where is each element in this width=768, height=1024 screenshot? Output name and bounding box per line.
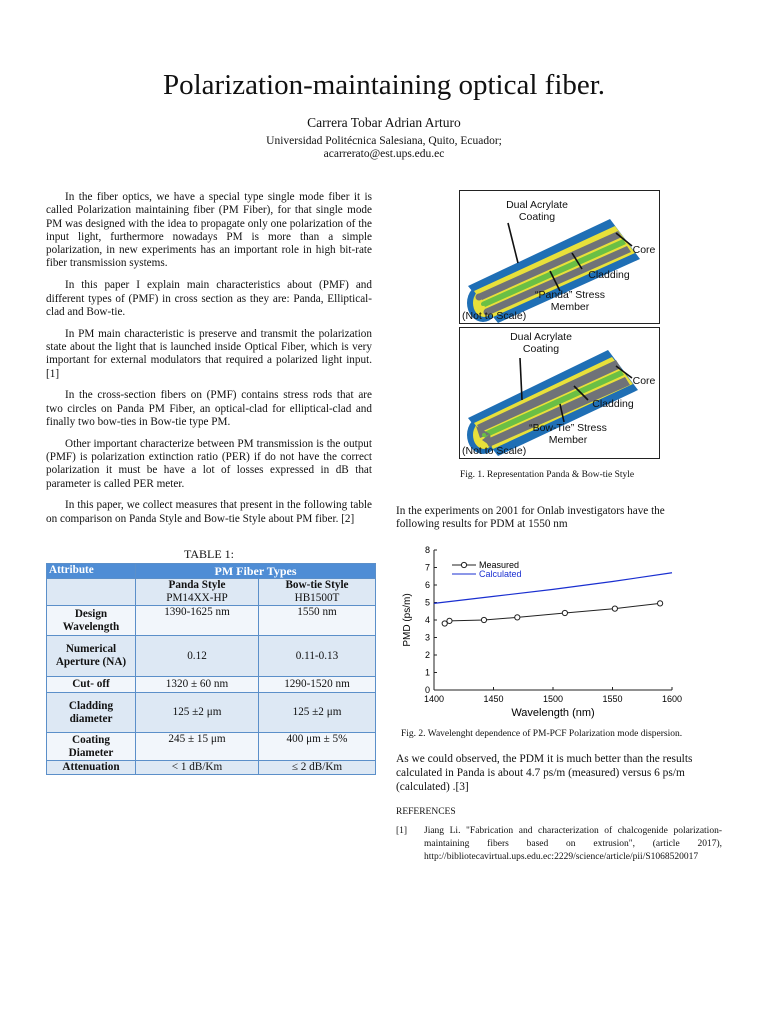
paragraph: In the cross-section fibers on (PMF) contains stress rods that are two circles on Panda PM Fiber, an optical-clad for elliptical-clad and finally two bow-ties in Bow-tie type PM. bbox=[46, 389, 372, 428]
right-paragraph-1: In the experiments on 2001 for Onlab investigators have the following results for PDM at 1550 nm bbox=[396, 505, 665, 531]
measured-point bbox=[658, 601, 663, 606]
measured-point bbox=[515, 615, 520, 620]
panda-value: 125 ±2 μm bbox=[136, 693, 259, 733]
bowtie-value: 125 ±2 μm bbox=[259, 693, 376, 733]
bowtie-fiber-panel bbox=[459, 327, 660, 459]
right-paragraph-2: As we could observed, the PDM it is much better than the results calculated in Panda is about 4.7 ps/m (measured) versus 6 ps/m (calculated) .[3] bbox=[396, 753, 693, 793]
y-ticks bbox=[425, 545, 437, 695]
core-dot bbox=[482, 433, 486, 437]
legend-calculated-label: Calculated bbox=[479, 569, 522, 579]
y-tick-label: 0 bbox=[424, 685, 430, 695]
paragraph: Other important characterize between PM transmission is the output (PMF) is polarization extinction ratio (PER) if do not have the correct polarization it must be have a lot of losses expressed in dB that parameter is called PER meter. bbox=[46, 437, 372, 490]
scale-note: (Not to Scale) bbox=[462, 310, 527, 322]
y-tick-label: 6 bbox=[424, 580, 430, 590]
panda-value: 245 ± 15 μm bbox=[136, 733, 259, 761]
y-tick-label: 4 bbox=[424, 615, 430, 625]
group-header: PM Fiber Types bbox=[136, 564, 376, 579]
cladding-label: Cladding bbox=[588, 269, 630, 281]
bowtie-value: 1290-1520 nm bbox=[259, 677, 376, 693]
series-measured bbox=[442, 601, 663, 626]
stress-dot-1 bbox=[476, 294, 483, 301]
coating-label: Dual Acrylate Coating bbox=[510, 331, 572, 355]
core-label: Core bbox=[632, 244, 656, 256]
panda-fiber-panel bbox=[459, 190, 660, 324]
coating-arrow bbox=[508, 223, 518, 263]
coating-label: Dual Acrylate Coating bbox=[506, 199, 568, 223]
bowtie-column-header bbox=[259, 579, 376, 606]
table-row bbox=[47, 761, 376, 775]
bowtie-value: 0.11-0.13 bbox=[259, 636, 376, 677]
y-tick-label: 1 bbox=[424, 667, 430, 678]
y-tick-label: 5 bbox=[424, 597, 430, 608]
author-name: Carrera Tobar Adrian Arturo bbox=[307, 115, 461, 130]
panda-value: < 1 dB/Km bbox=[136, 761, 259, 775]
attribute-header: Attribute bbox=[47, 564, 136, 579]
x-tick-label: 1600 bbox=[661, 694, 683, 704]
reference-text: Jiang Li. "Fabrication and characterization of chalcogenide polarization-maintaining fibers based on extrusion", (article 2017), http://bibliotecavirtual.ups.edu.ec:2229/science/article/pii/S1068520017 bbox=[424, 826, 722, 862]
fiber-comparison-table bbox=[46, 563, 376, 775]
measured-line bbox=[445, 603, 660, 623]
row-attribute: Design Wavelength bbox=[47, 606, 136, 636]
figure-2-caption: Fig. 2. Wavelenght dependence of PM-PCF Polarization mode dispersion. bbox=[401, 729, 683, 739]
legend-measured-marker bbox=[461, 562, 466, 567]
bowtie-value: 400 μm ± 5% bbox=[259, 733, 376, 761]
panda-name: Panda Style bbox=[168, 579, 226, 591]
stress-label: “Panda” Stress Member bbox=[534, 289, 606, 313]
panda-value: 1320 ± 60 nm bbox=[136, 677, 259, 693]
affiliation-block bbox=[0, 135, 768, 161]
calculated-line bbox=[434, 573, 672, 604]
references-heading: REFERENCES bbox=[396, 807, 456, 817]
reference-number: [1] bbox=[396, 826, 408, 836]
scale-note: (Not to Scale) bbox=[462, 445, 527, 457]
row-attribute: Numerical Aperture (NA) bbox=[47, 636, 136, 677]
series-calculated bbox=[434, 573, 672, 604]
measured-point bbox=[612, 606, 617, 611]
core-label: Core bbox=[632, 375, 656, 387]
row-attribute: Attenuation bbox=[47, 761, 136, 775]
reference-item bbox=[396, 825, 722, 864]
table-caption: TABLE 1: bbox=[183, 547, 235, 561]
paragraph: In PM main characteristic is preserve and transmit the polarization state about the light that is launched inside Optical Fiber, which is very important for external modulators that required a polarized light input. [1] bbox=[46, 327, 372, 380]
panda-value: 0.12 bbox=[136, 636, 259, 677]
x-tick-label: 1450 bbox=[483, 694, 504, 704]
bowtie-value: ≤ 2 dB/Km bbox=[259, 761, 376, 775]
figure-1-caption: Fig. 1. Representation Panda & Bow-tie Style bbox=[460, 470, 635, 480]
y-tick-label: 2 bbox=[424, 650, 430, 660]
row-attribute: Cut- off bbox=[47, 677, 136, 693]
paragraph: In this paper, we collect measures that present in the following table on comparison on Panda Style and Bow-tie Style about PM fiber. [2] bbox=[46, 499, 372, 525]
y-axis-label: PMD (ps/m) bbox=[402, 593, 413, 647]
author-email: acarrerato@est.ups.edu.ec bbox=[323, 148, 445, 160]
y-tick-label: 3 bbox=[424, 632, 430, 643]
paragraph: In this paper I explain main characteristics about (PMF) and different types of (PMF) in cross section as they are: Panda, Elliptical-clad and Bow-tie. bbox=[46, 279, 372, 318]
row-attribute: Cladding diameter bbox=[47, 693, 136, 733]
cladding-label: Cladding bbox=[592, 398, 634, 410]
table-row bbox=[47, 636, 376, 677]
x-axis-label: Wavelength (nm) bbox=[511, 707, 595, 719]
y-tick-label: 7 bbox=[424, 562, 430, 573]
row-attribute: Coating Diameter bbox=[47, 733, 136, 761]
table-row bbox=[47, 677, 376, 693]
x-tick-label: 1400 bbox=[423, 694, 445, 704]
panda-value: 1390-1625 nm bbox=[136, 606, 259, 636]
x-tick-label: 1550 bbox=[602, 694, 623, 704]
table-row bbox=[47, 733, 376, 761]
table-row bbox=[47, 693, 376, 733]
core-dot bbox=[481, 302, 485, 306]
legend bbox=[452, 560, 522, 579]
bowtie-value: 1550 nm bbox=[259, 606, 376, 636]
stress-label: “Bow-Tie” Stress Member bbox=[529, 422, 607, 446]
empty-cell bbox=[47, 579, 136, 606]
bowtie-model: HB1500T bbox=[294, 592, 340, 604]
legend-measured-label: Measured bbox=[479, 560, 520, 570]
measured-point bbox=[481, 617, 486, 622]
measured-point bbox=[447, 618, 452, 623]
paragraph: In the fiber optics, we have a special type single mode fiber it is called Polarization maintaining fiber (PM Fiber), for that single mode PM was designed with the idea to propagate only one polarization of the input light, furthermore nowadays PM is more than a simple polarization, in new experiments has an important role in high bit-rate fiber transmission systems. bbox=[46, 191, 372, 270]
pmd-chart bbox=[396, 540, 696, 720]
measured-point bbox=[562, 610, 567, 615]
panda-model: PM14XX-HP bbox=[166, 592, 228, 604]
y-tick-label: 8 bbox=[424, 545, 430, 555]
panda-column-header bbox=[136, 579, 259, 606]
paper-title: Polarization-maintaining optical fiber. bbox=[162, 69, 606, 101]
bowtie-name: Bow-tie Style bbox=[285, 579, 349, 591]
table-row bbox=[47, 606, 376, 636]
affiliation: Universidad Politécnica Salesiana, Quito, Ecuador; bbox=[266, 135, 502, 147]
left-column-body bbox=[46, 191, 372, 535]
x-tick-label: 1500 bbox=[542, 694, 564, 704]
